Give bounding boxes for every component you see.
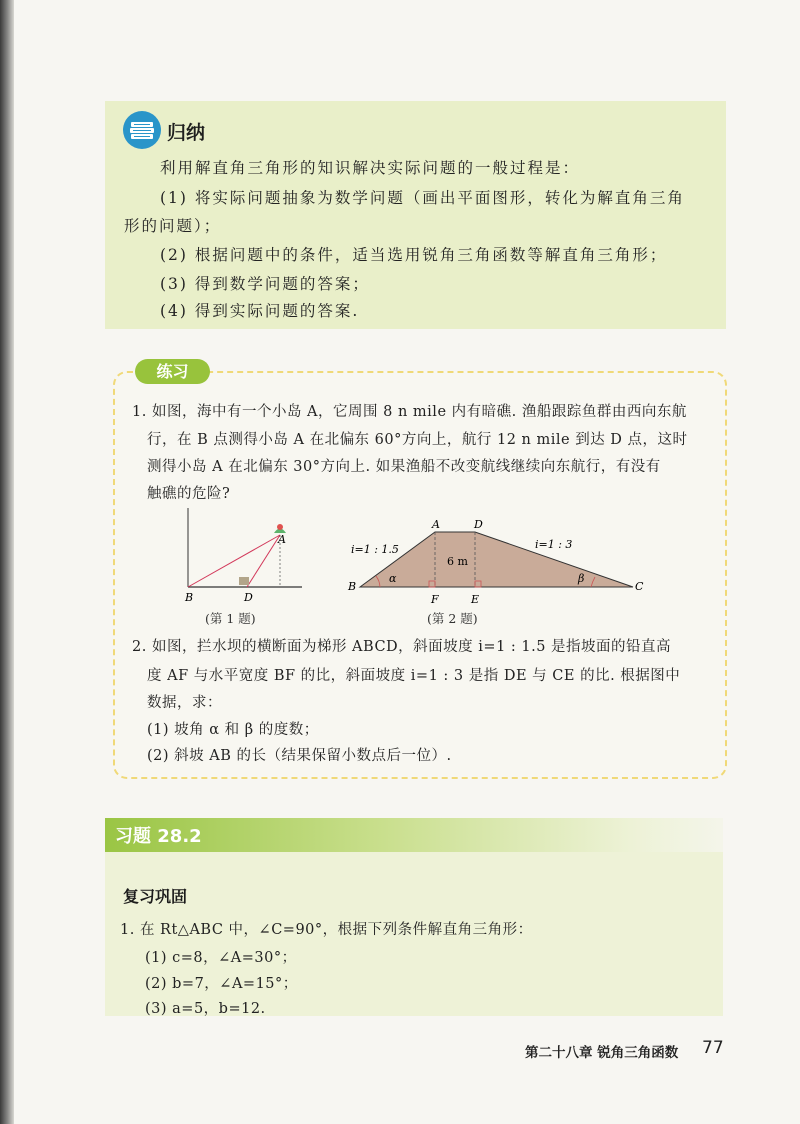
- fig1-label-a: A: [278, 533, 286, 546]
- figure-2-caption: (第 2 题): [427, 611, 478, 626]
- summary-line: (2) 根据问题中的条件，适当选用锐角三角函数等解直角三角形；: [160, 246, 668, 264]
- fig2-height: 6 m: [447, 555, 468, 568]
- question-2-line: (1) 坡角 α 和 β 的度数；: [147, 722, 319, 738]
- summary-line: (4) 得到实际问题的答案.: [160, 302, 360, 320]
- question-2-line: 度 AF 与水平宽度 BF 的比，斜面坡度 i=1 : 3 是指 DE 与 CE 的比. 根据图中: [147, 668, 681, 684]
- book-spine-shadow: [0, 0, 14, 1124]
- question-1-line: 行，在 B 点测得小岛 A 在北偏东 60°方向上，航行 12 n mile 到达 D 点，这时: [147, 432, 688, 448]
- figure-2: [343, 515, 653, 605]
- review-line: (3) a=5，b=12.: [145, 1001, 266, 1017]
- exercise-tag: 练习: [135, 359, 210, 384]
- book-stack-icon: [122, 110, 162, 150]
- question-1-line: 1. 如图，海中有一个小岛 A，它周围 8 n mile 内有暗礁. 渔船跟踪鱼群由西向东航: [132, 404, 687, 420]
- exercises-title: 习题 28.2: [115, 826, 202, 847]
- question-2-line: (2) 斜坡 AB 的长（结果保留小数点后一位）.: [147, 748, 452, 764]
- fig2-label-a: A: [432, 518, 440, 531]
- fig2-slope-right: i=1 : 3: [535, 538, 573, 551]
- fig2-slope-left: i=1 : 1.5: [351, 543, 399, 556]
- page-number: 77: [702, 1038, 724, 1058]
- figure-1: [175, 505, 315, 605]
- chapter-footer: 第二十八章 锐角三角函数: [525, 1045, 679, 1061]
- review-line: (1) c=8，∠A=30°；: [145, 950, 297, 966]
- summary-line: (3) 得到数学问题的答案；: [160, 275, 370, 293]
- question-2-line: 数据，求：: [147, 695, 222, 711]
- fig1-label-b: B: [185, 591, 194, 604]
- question-2-line: 2. 如图，拦水坝的横断面为梯形 ABCD，斜面坡度 i=1 : 1.5 是指坡面的铅直高: [132, 639, 672, 655]
- fig2-label-d: D: [474, 518, 483, 531]
- review-line: 1. 在 Rt△ABC 中，∠C=90°，根据下列条件解直角三角形：: [120, 922, 533, 938]
- review-subheading: 复习巩固: [123, 887, 188, 906]
- fig1-label-d: D: [244, 591, 253, 604]
- fig2-label-alpha: α: [389, 572, 397, 585]
- fig2-label-f: F: [431, 593, 439, 605]
- figure-1-caption: (第 1 题): [205, 611, 256, 626]
- question-1-line: 触礁的危险?: [147, 486, 231, 502]
- review-line: (2) b=7，∠A=15°；: [145, 976, 298, 992]
- summary-line: (1) 将实际问题抽象为数学问题（画出平面图形，转化为解直角三角: [160, 189, 685, 207]
- fig2-label-c: C: [635, 580, 644, 593]
- summary-title: 归纳: [167, 122, 206, 144]
- fig2-label-b: B: [348, 580, 357, 593]
- summary-line: 形的问题）；: [124, 217, 222, 235]
- question-1-line: 测得小岛 A 在北偏东 30°方向上. 如果渔船不改变航线继续向东航行，有没有: [147, 459, 661, 475]
- fig2-label-e: E: [471, 593, 480, 605]
- fig2-label-beta: β: [578, 572, 585, 585]
- summary-line: 利用解直角三角形的知识解决实际问题的一般过程是：: [160, 159, 581, 177]
